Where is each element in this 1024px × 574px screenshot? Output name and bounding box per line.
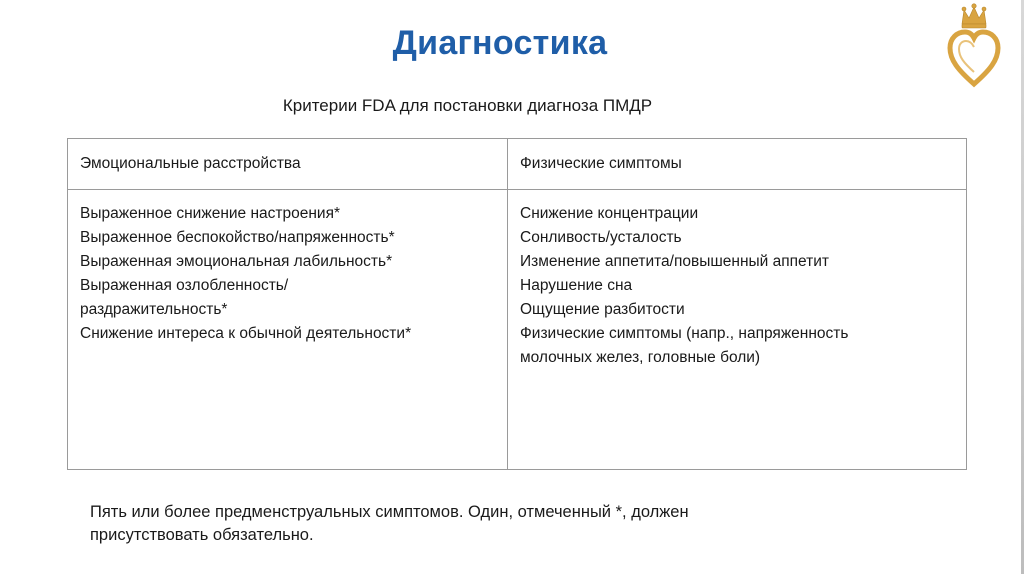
header-physical: Физические симптомы	[508, 139, 967, 190]
list-item: Выраженное снижение настроения*	[80, 205, 341, 222]
physical-symptom-list	[520, 202, 954, 370]
list-item: Выраженная озлобленность/	[80, 277, 289, 294]
list-item: Физические симптомы (напр., напряженность	[520, 325, 849, 342]
fda-criteria-table	[67, 138, 967, 470]
header-emotional: Эмоциональные расстройства	[68, 139, 508, 190]
table-caption: Критерии FDA для постановки диагноза ПМДР	[282, 96, 653, 115]
page-title: Диагностика	[392, 24, 608, 62]
footnote-line-1: Пять или более предменструальных симптомов. Один, отмеченный *, должен	[90, 503, 689, 521]
crown-heart-logo-icon	[944, 2, 1004, 88]
list-item: Снижение интереса к обычной деятельности*	[80, 325, 412, 342]
footnote	[90, 501, 890, 547]
list-item: молочных желез, головные боли)	[520, 349, 761, 366]
list-item: Изменение аппетита/повышенный аппетит	[520, 253, 830, 270]
table-body-row	[68, 190, 967, 470]
emotional-cell	[68, 190, 508, 470]
list-item: Снижение концентрации	[520, 205, 699, 222]
emotional-symptom-list	[80, 202, 495, 346]
list-item: раздражительность*	[80, 301, 228, 318]
list-item: Ощущение разбитости	[520, 301, 685, 318]
list-item: Выраженное беспокойство/напряженность*	[80, 229, 395, 246]
list-item: Сонливость/усталость	[520, 229, 682, 246]
list-item: Нарушение сна	[520, 277, 633, 294]
footnote-line-2: присутствовать обязательно.	[90, 526, 314, 544]
physical-cell	[508, 190, 967, 470]
table-header-row	[68, 139, 967, 190]
list-item: Выраженная эмоциональная лабильность*	[80, 253, 393, 270]
